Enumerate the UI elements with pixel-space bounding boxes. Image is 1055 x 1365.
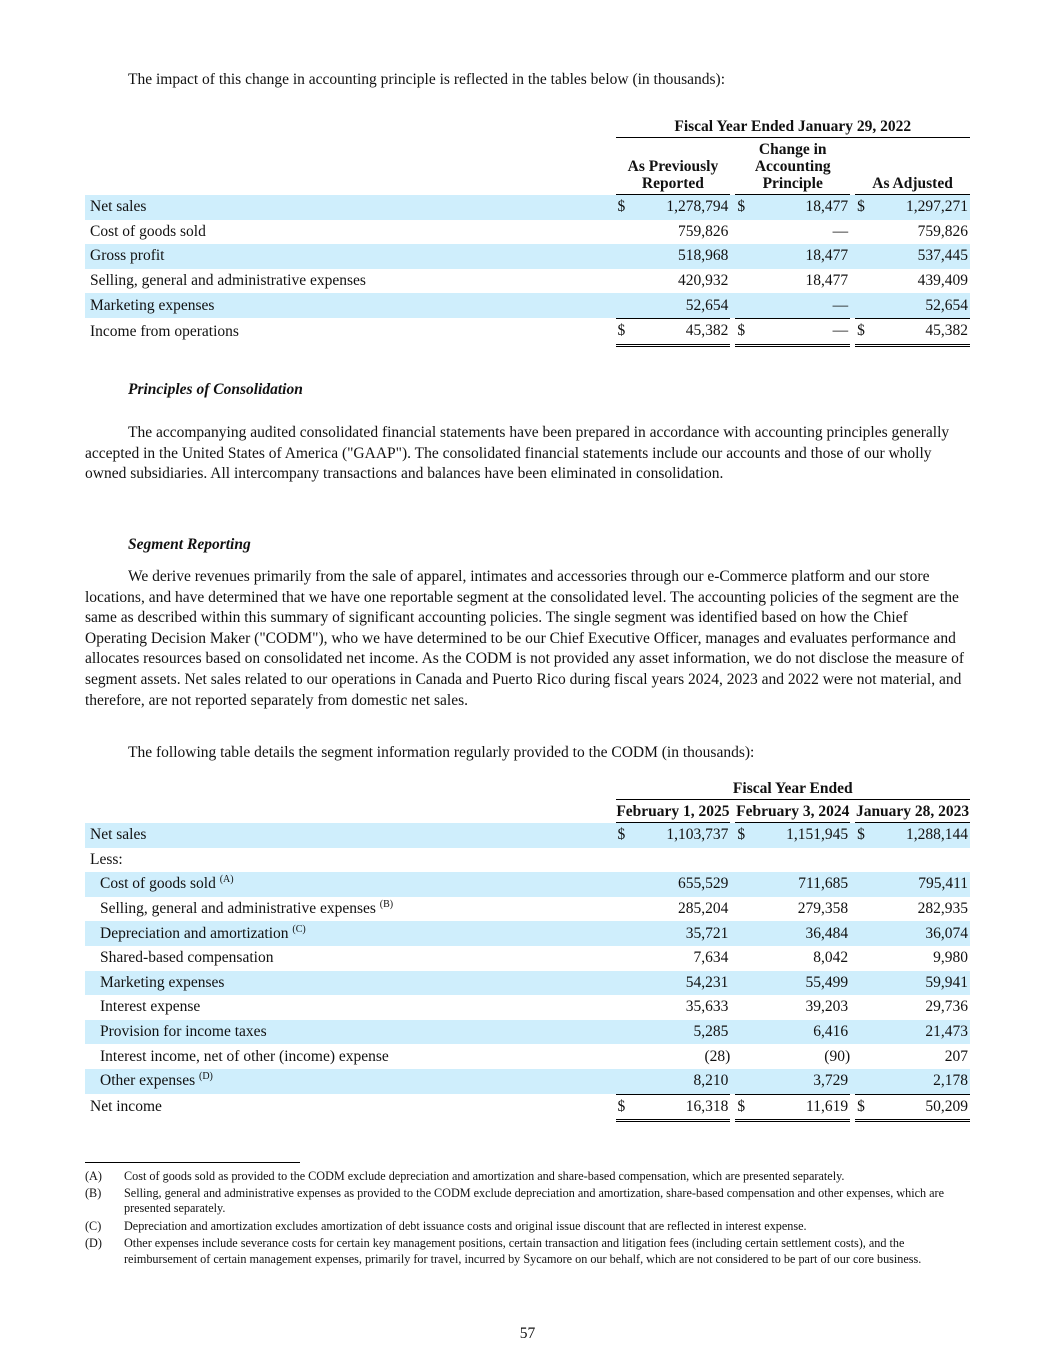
segment-table-intro: The following table details the segment information regularly provided to the CODM (in thousands):: [128, 744, 755, 761]
cell-value: 420,932: [677, 272, 729, 290]
cell-value: 537,445: [869, 244, 970, 269]
currency-symbol: $: [855, 1094, 869, 1121]
cell-value: 1,278,794: [630, 195, 731, 220]
cell-value: 1,297,271: [869, 195, 970, 220]
consolidation-paragraph: The accompanying audited consolidated financial statements have been prepared in accordance with accounting principles generally accepted in the United States of America ("GAAP"). The consolidated financial statements include our accounts and those of our wholly owned subsidiaries. All intercompany transactions and balances have been eliminated in consolidation.: [85, 424, 950, 483]
currency-symbol: $: [616, 195, 630, 220]
cell-value: 9,980: [933, 949, 968, 967]
footnote-mark: (A): [85, 1169, 102, 1183]
row-label: Depreciation and amortization $^{(C)}$: [85, 921, 611, 946]
footnote: [85, 1236, 970, 1267]
cell-value: —: [832, 222, 849, 240]
cell-value: 282,935: [917, 900, 968, 918]
table-row: [85, 872, 970, 897]
row-label: Cost of goods sold $^{(A)}$: [85, 872, 611, 897]
row-label: Income from operations: [90, 322, 239, 340]
cell-value: 54,231: [630, 971, 731, 996]
cell-value: 18,477: [749, 195, 850, 220]
row-label: Other expenses $^{(D)}$: [85, 1069, 611, 1094]
cell-value: 18,477: [749, 244, 850, 269]
row-label: Less:: [90, 850, 123, 868]
footnote-text: Cost of goods sold as provided to the CODM exclude depreciation and amortization and share-based compensation, which are presented separately.: [124, 1169, 845, 1183]
cell-value: 279,358: [797, 900, 849, 918]
row-label: Provision for income taxes: [85, 1020, 611, 1045]
cell-value: 655,529: [630, 872, 731, 897]
table-row: [85, 220, 970, 245]
cell-value: 52,654: [869, 293, 970, 318]
cell-value: 1,288,144: [869, 823, 970, 848]
row-label: Gross profit: [85, 244, 611, 269]
table2-col-header: January 28, 2023: [855, 800, 970, 823]
cell-value: 21,473: [869, 1020, 970, 1045]
cell-value: 759,826: [677, 222, 729, 240]
footnote-ref: (D): [199, 1071, 213, 1083]
cell-value: —: [749, 293, 850, 318]
footnote-mark: (C): [85, 1218, 102, 1233]
table1-col-header: As Previously Reported: [616, 138, 731, 195]
cell-value: 50,209: [869, 1094, 970, 1121]
cell-value: 5,285: [630, 1020, 731, 1045]
cell-value: 8,042: [813, 949, 849, 967]
currency-symbol: $: [735, 195, 749, 220]
table-row: [85, 897, 970, 922]
footnote: [85, 1169, 970, 1185]
table-row: [85, 1069, 970, 1094]
cell-value: 45,382: [630, 318, 731, 345]
footnote-mark: (D): [85, 1236, 102, 1250]
row-label: Interest income, net of other (income) expense: [100, 1047, 389, 1065]
row-label: Marketing expenses: [85, 971, 611, 996]
cell-value: 1,103,737: [630, 823, 731, 848]
row-label: Shared-based compensation: [100, 949, 274, 967]
footnote-ref: (B): [379, 899, 394, 911]
table-row: [85, 1020, 970, 1045]
row-label: Interest expense: [100, 998, 201, 1016]
cell-value: 7,634: [693, 949, 729, 967]
cell-value: (90): [824, 1047, 851, 1065]
table-row: [85, 971, 970, 996]
row-label: Selling, general and administrative expenses: [90, 272, 366, 290]
segment-paragraph: We derive revenues primarily from the sale of apparel, intimates and accessories through our e-Commerce platform and our store locations, and have determined that we have one reportable segment at the consolidated level. The accounting policies of the segment are the same as described within this summary of significant accounting policies. The single segment was identified based on how the Chief Operating Decision Maker ("CODM"), who we have determined to be our Chief Executive Officer, manages and evaluates performance and allocates resources based on consolidated net income. As the CODM is not provided any asset information, we do not disclose the measure of segment assets. Net sales related to our operations in Canada and Puerto Rico during fiscal years 2024, 2023 and 2022 were not material, and therefore, are not reported separately from domestic net sales.: [85, 568, 964, 709]
segment-table: [85, 780, 970, 1122]
footnotes: [85, 1169, 970, 1267]
page-number: 57: [519, 1325, 536, 1342]
cell-value: —: [749, 318, 850, 345]
table1-col-header: Change in Accounting Principle: [735, 138, 850, 195]
table-row: [85, 995, 970, 1020]
cell-value: 16,318: [630, 1094, 731, 1121]
table-row: [85, 1094, 970, 1121]
table2-col-header: February 1, 2025: [616, 800, 731, 823]
currency-symbol: $: [855, 823, 869, 848]
cell-value: (28): [704, 1047, 731, 1065]
table-row: [85, 269, 970, 294]
currency-symbol: $: [735, 318, 749, 345]
cell-value: 36,074: [869, 921, 970, 946]
currency-symbol: $: [616, 1094, 630, 1121]
footnote: [85, 1219, 970, 1235]
footnote: [85, 1186, 970, 1217]
currency-symbol: $: [616, 823, 630, 848]
cell-value: 285,204: [677, 900, 729, 918]
table-row: [85, 848, 970, 873]
footnote-ref: (A): [219, 874, 234, 886]
cell-value: 3,729: [749, 1069, 850, 1094]
row-label: Net income: [90, 1098, 162, 1116]
table1-span-header: Fiscal Year Ended January 29, 2022: [616, 118, 970, 138]
currency-symbol: $: [616, 318, 630, 345]
cell-value: 6,416: [749, 1020, 850, 1045]
cell-value: 36,484: [749, 921, 850, 946]
footnote-mark: (B): [85, 1185, 102, 1200]
cell-value: 711,685: [749, 872, 850, 897]
currency-symbol: $: [855, 318, 869, 345]
row-label: Net sales: [85, 195, 611, 220]
table1-col-header: As Adjusted: [855, 138, 970, 195]
footnote-text: Selling, general and administrative expenses as provided to the CODM exclude depreciation and amortization, share-based compensation and other expenses, which are presented separately.: [124, 1185, 945, 1215]
cell-value: 18,477: [805, 272, 849, 290]
row-label: Selling, general and administrative expenses $^{(B)}$: [100, 899, 394, 918]
cell-value: 207: [944, 1047, 968, 1065]
cell-value: 2,178: [869, 1069, 970, 1094]
segment-heading: Segment Reporting: [128, 536, 251, 553]
consolidation-heading: Principles of Consolidation: [128, 381, 303, 398]
table-row: [85, 244, 970, 269]
table-row: [85, 195, 970, 220]
cell-value: 8,210: [630, 1069, 731, 1094]
intro-paragraph: The impact of this change in accounting principle is reflected in the tables below (in thousands):: [128, 71, 725, 88]
cell-value: 795,411: [869, 872, 970, 897]
cell-value: 518,968: [630, 244, 731, 269]
cell-value: 11,619: [749, 1094, 850, 1121]
cell-value: 35,633: [685, 998, 729, 1016]
footnote-divider: [85, 1162, 300, 1163]
table-row: [85, 823, 970, 848]
row-label: Marketing expenses: [85, 293, 611, 318]
accounting-change-table: [85, 118, 970, 347]
row-label: Net sales: [85, 823, 611, 848]
table-row: [85, 1044, 970, 1069]
table-row: [85, 318, 970, 345]
table-row: [85, 946, 970, 971]
cell-value: 45,382: [869, 318, 970, 345]
currency-symbol: $: [855, 195, 869, 220]
cell-value: 59,941: [869, 971, 970, 996]
cell-value: 439,409: [917, 272, 968, 290]
footnote-text: Depreciation and amortization excludes amortization of debt issuance costs and original issue discount that are reflected in interest expense.: [124, 1218, 807, 1233]
footnote-text: Other expenses include severance costs for certain key management positions, certain transaction and litigation fees (including certain settlement costs), and the reimbursement of certain management expenses, primarily for travel, incurred by Sycamore on our behalf, which are not considered to be part of our core business.: [124, 1236, 922, 1266]
table-row: [85, 293, 970, 318]
cell-value: 35,721: [630, 921, 731, 946]
footnote-ref: (C): [292, 923, 306, 935]
cell-value: 759,826: [917, 222, 968, 240]
table-row: [85, 921, 970, 946]
row-label: Cost of goods sold: [90, 222, 206, 240]
cell-value: 52,654: [630, 293, 731, 318]
cell-value: 55,499: [749, 971, 850, 996]
cell-value: 39,203: [805, 998, 849, 1016]
table2-span-header: Fiscal Year Ended: [616, 780, 970, 800]
currency-symbol: $: [735, 1094, 749, 1121]
currency-symbol: $: [735, 823, 749, 848]
cell-value: 29,736: [925, 998, 968, 1016]
table2-col-header: February 3, 2024: [735, 800, 850, 823]
cell-value: 1,151,945: [749, 823, 850, 848]
